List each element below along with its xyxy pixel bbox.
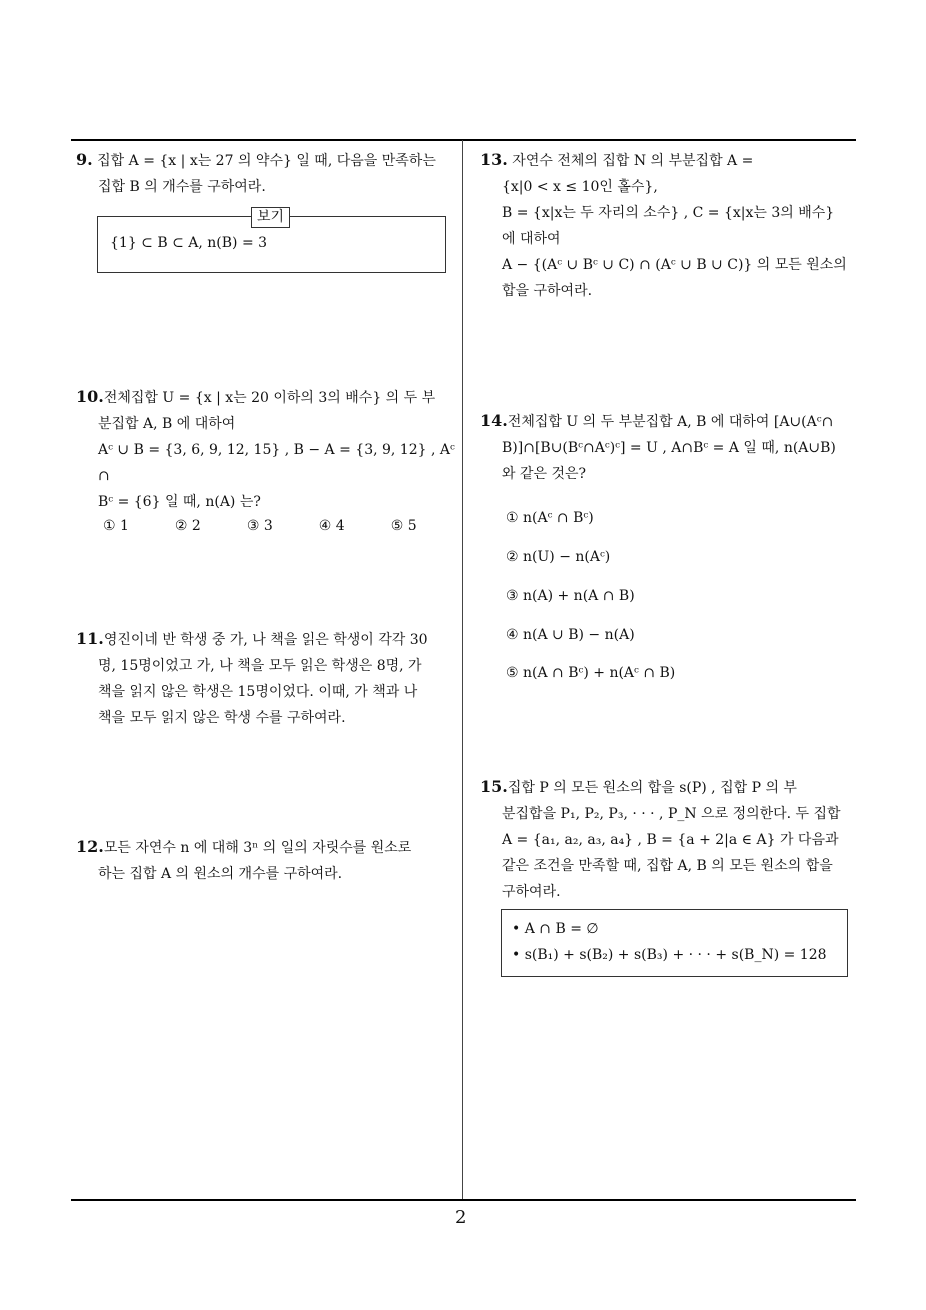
q10-choice-2[interactable]: ② 2 (174, 518, 201, 534)
q13-text-3: B = {x|x는 두 자리의 소수} , C = {x|x는 3의 배수} (502, 205, 835, 221)
q14-choice-4[interactable]: ④ n(A ∪ B) − n(A) (506, 627, 635, 643)
q14-text-3: 와 같은 것은? (502, 466, 587, 482)
question-13 (480, 147, 860, 304)
q15-text-1: 집합 P 의 모든 원소의 합을 s(P) , 집합 P 의 부 (507, 780, 797, 796)
q14-choice-1[interactable]: ① n(Aᶜ ∩ Bᶜ) (506, 510, 594, 526)
q13-text-6: 합을 구하여라. (502, 283, 593, 299)
q10-text-1: 전체집합 U = {x | x는 20 이하의 3의 배수} 의 두 부 (103, 390, 436, 406)
q9-example-box (97, 209, 446, 273)
question-9 (76, 147, 460, 200)
q15-condition-1: • A ∩ B = ∅ (512, 921, 599, 937)
q14-choice-3[interactable]: ③ n(A) + n(A ∩ B) (506, 588, 635, 604)
q14-choice-2[interactable]: ② n(U) − n(Aᶜ) (506, 549, 611, 565)
q15-text-5: 구하여라. (502, 884, 561, 900)
q15-text-4: 같은 조건을 만족할 때, 집합 A, B 의 모든 원소의 합을 (502, 858, 833, 874)
q10-choice-4[interactable]: ④ 4 (318, 518, 345, 534)
q15-number: 15. (480, 777, 508, 796)
q15-text-3: A = {a₁, a₂, a₃, a₄} , B = {a + 2|a ∈ A} 가 다음과 (502, 832, 839, 848)
q12-text-1: 모든 자연수 n 에 대해 3ⁿ 의 일의 자릿수를 원소로 (103, 840, 412, 856)
q11-text-1: 영진이네 반 학생 중 가, 나 책을 읽은 학생이 각각 30 (103, 632, 428, 648)
q14-choice-5[interactable]: ⑤ n(A ∩ Bᶜ) + n(Aᶜ ∩ B) (506, 665, 676, 681)
q12-text-2: 하는 집합 A 의 원소의 개수를 구하여라. (98, 866, 343, 882)
q14-text-2: B)]∩[B∪(Bᶜ∩Aᶜ)ᶜ] = U , A∩Bᶜ = A 일 때, n(A∪B) (502, 440, 836, 456)
q11-text-3: 책을 읽지 않은 학생은 15명이었다. 이때, 가 책과 나 (98, 684, 418, 700)
q9-text-2: 집합 B 의 개수를 구하여라. (98, 179, 266, 195)
q10-number: 10. (76, 387, 104, 406)
question-10 (76, 384, 460, 515)
q9-box-title: 보기 (251, 207, 290, 228)
q15-condition-box (501, 909, 848, 977)
q11-text-2: 명, 15명이었고 가, 나 책을 모두 읽은 학생은 8명, 가 (98, 658, 422, 674)
bottom-rule (71, 1199, 856, 1201)
q14-number: 14. (480, 411, 508, 430)
q11-text-4: 책을 모두 읽지 않은 학생 수를 구하여라. (98, 710, 346, 726)
page-number: 2 (455, 1207, 467, 1228)
q10-text-3: Aᶜ ∪ B = {3, 6, 9, 12, 15} , B − A = {3, 9, 12} , Aᶜ ∩ (98, 442, 455, 484)
top-rule (71, 139, 856, 141)
column-divider (462, 140, 463, 1200)
q10-choices (103, 518, 463, 534)
q13-text-1: 자연수 전체의 집합 N 의 부분집합 A = (512, 153, 754, 169)
q13-text-5: A − {(Aᶜ ∪ Bᶜ ∪ C) ∩ (Aᶜ ∪ B ∪ C)} 의 모든 원소의 (502, 257, 847, 273)
q13-text-2: {x|0 < x ≤ 10인 홀수}, (502, 179, 658, 195)
question-12 (76, 834, 460, 887)
question-11 (76, 626, 460, 731)
q12-number: 12. (76, 837, 104, 856)
q10-choice-5[interactable]: ⑤ 5 (390, 518, 417, 534)
q9-line1 (76, 147, 460, 174)
q10-text-4: Bᶜ = {6} 일 때, n(A) 는? (98, 494, 261, 510)
q9-box-text: {1} ⊂ B ⊂ A, n(B) = 3 (110, 235, 268, 251)
q15-text-2: 분집합을 P₁, P₂, P₃, · · · , P_N 으로 정의한다. 두 집합 (502, 806, 841, 822)
q10-choice-3[interactable]: ③ 3 (246, 518, 273, 534)
question-14 (480, 408, 860, 487)
q15-condition-2: • s(B₁) + s(B₂) + s(B₃) + · · · + s(B_N) = 128 (512, 947, 827, 963)
q11-number: 11. (76, 629, 104, 648)
q10-choice-1[interactable]: ① 1 (103, 518, 129, 534)
q9-text-1: 집합 A = {x | x는 27 의 약수} 일 때, 다음을 만족하는 (97, 153, 436, 169)
q14-text-1: 전체집합 U 의 두 부분집합 A, B 에 대하여 [A∪(Aᶜ∩ (507, 414, 834, 430)
q10-text-2: 분집합 A, B 에 대하여 (98, 416, 236, 432)
q13-text-4: 에 대하여 (502, 231, 561, 247)
q13-number: 13. (480, 150, 508, 169)
q9-number: 9. (76, 150, 93, 169)
question-15 (480, 774, 860, 905)
